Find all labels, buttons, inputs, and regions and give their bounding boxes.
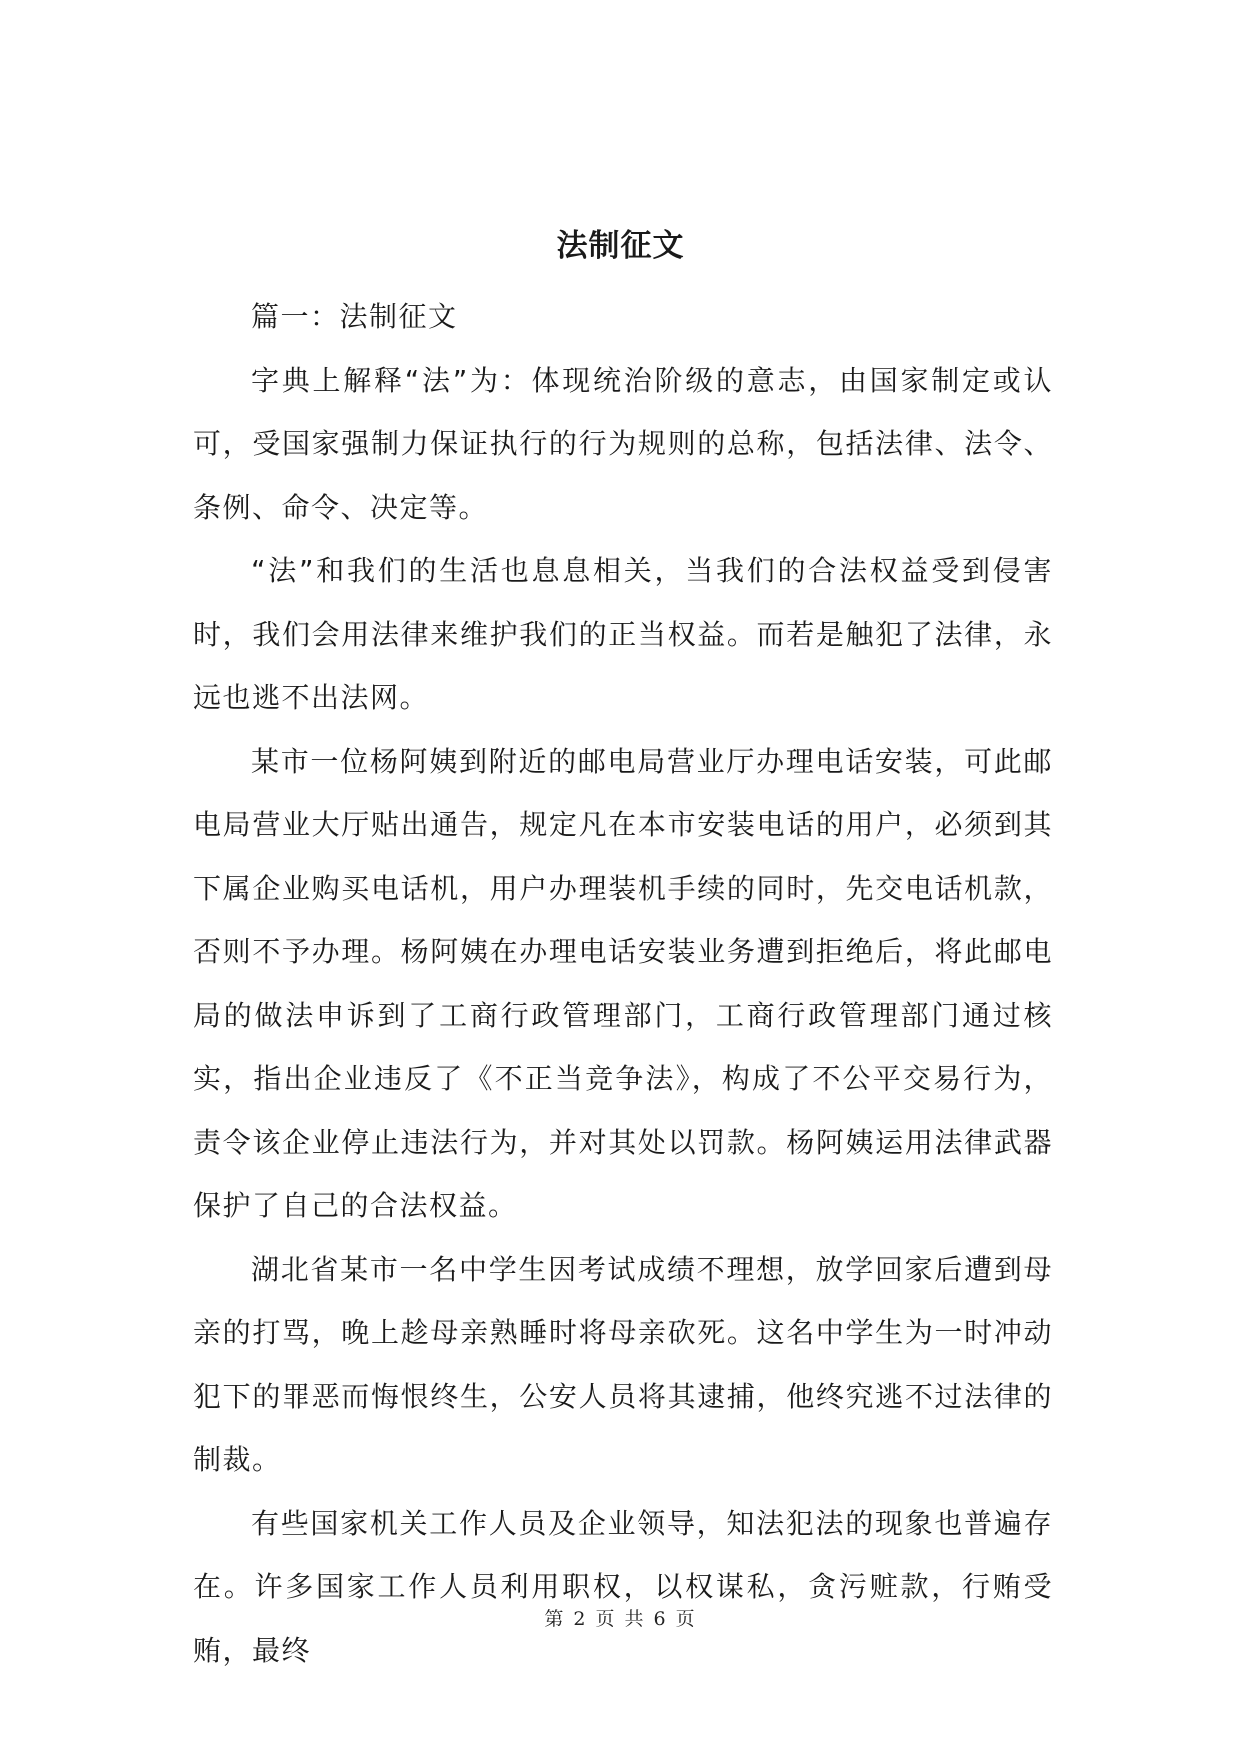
section-heading: 篇一：法制征文 [251,300,458,333]
page-number-footer: 第 2 页 共 6 页 [544,1608,697,1630]
paragraph: 某市一位杨阿姨到附近的邮电局营业厅办理电话安装，可此邮电局营业大厅贴出通告，规定凡在本市安装电话的用户，必须到其下属企业购买电话机，用户办理装机手续的同时，先交电话机款，否则不予办理。杨阿姨在办理电话安装业务遭到拒绝后，将此邮电局的做法申诉到了工商行政管理部门，工商行政管理部门通过核实，指出企业违反了《不正当竞争法》，构成了不公平交易行为，责令该企业停止违法行为，并对其处以罚款。杨阿姨运用法律武器保护了自己的合法权益。 [193,744,1053,1222]
paragraph: 湖北省某市一名中学生因考试成绩不理想，放学回家后遭到母亲的打骂，晚上趁母亲熟睡时将母亲砍死。这名中学生为一时冲动犯下的罪恶而悔恨终生，公安人员将其逮捕，他终究逃不过法律的制裁。 [193,1252,1053,1476]
paragraph: 字典上解释“法”为：体现统治阶级的意志，由国家制定或认可，受国家强制力保证执行的行为规则的总称，包括法律、法令、条例、命令、决定等。 [193,363,1053,524]
paragraph: “法”和我们的生活也息息相关，当我们的合法权益受到侵害时，我们会用法律来维护我们的正当权益。而若是触犯了法律，永远也逃不出法网。 [193,554,1053,714]
document-body [193,285,1053,1682]
paragraph: 有些国家机关工作人员及企业领导，知法犯法的现象也普遍存在。许多国家工作人员利用职权，以权谋私，贪污赃款，行贿受贿，最终 [193,1506,1053,1667]
document-title: 法制征文 [556,228,685,264]
